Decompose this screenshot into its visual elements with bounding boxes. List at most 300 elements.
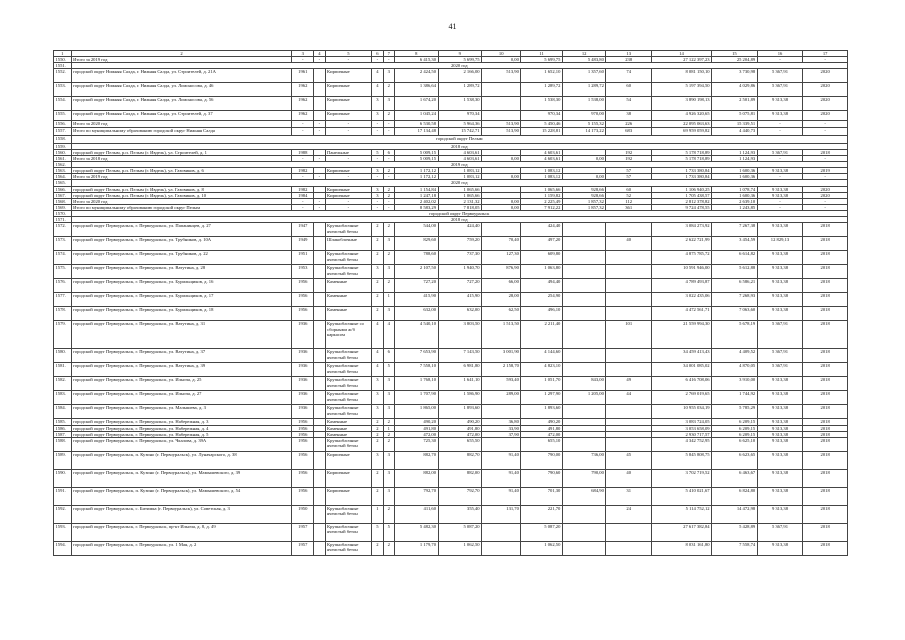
table-cell: 1 289,72	[562, 83, 606, 97]
table-cell: 2019	[803, 168, 848, 174]
table-cell: 7 143,50	[438, 349, 482, 363]
table-cell: 2	[372, 237, 383, 251]
table-cell	[606, 251, 652, 265]
table-cell: 2	[383, 419, 394, 425]
table-cell: 1 247,18	[394, 192, 438, 198]
table-cell: 4	[383, 321, 394, 349]
table-cell: 6 415,30	[394, 57, 438, 63]
table-cell: 1 600,36	[712, 174, 758, 180]
table-cell	[314, 251, 325, 265]
housing-register-table	[53, 50, 848, 556]
address-cell: Итого за 2018 год	[71, 155, 292, 161]
table-cell: -	[757, 57, 803, 63]
table-cell: 2018	[803, 251, 848, 265]
table-cell: 5 367,91	[757, 363, 803, 377]
table-cell: 1 705 438,57	[651, 192, 711, 198]
table-row	[54, 391, 848, 405]
address-cell: городской округ Первоуральск, г. Первоуральск, ул. Чкалова, д. 39А	[71, 437, 292, 451]
address-cell: городской округ Первоуральск, г. Первоуральск, ул. Трубников, д. 10А	[71, 237, 292, 251]
table-cell: Крупноблочные со сборными ж/б каркасом	[325, 321, 372, 349]
table-cell	[482, 83, 521, 97]
table-cell: -	[757, 174, 803, 180]
table-cell: 355,40	[438, 505, 482, 523]
table-cell	[314, 487, 325, 505]
table-cell: 6 463,67	[712, 469, 758, 487]
table-cell: Крупноблочные ячеистый бетон	[325, 363, 372, 377]
table-cell: 1 062,50	[521, 541, 562, 555]
table-cell: 2018	[803, 265, 848, 279]
row-number-cell: 1586.	[54, 425, 72, 431]
table-cell: 60	[606, 186, 652, 192]
table-row	[54, 307, 848, 321]
table-cell: 6 416 708,06	[651, 377, 711, 391]
table-cell	[314, 405, 325, 419]
table-cell: 5 410 021,67	[651, 487, 711, 505]
table-cell: 4 540,10	[394, 321, 438, 349]
table-cell: 2 769 019,65	[651, 391, 711, 405]
table-cell: -	[803, 57, 848, 63]
table-cell	[314, 83, 325, 97]
row-number-cell: 1558.	[54, 135, 72, 143]
table-cell: 91,40	[482, 487, 521, 505]
row-number-cell: 1588.	[54, 437, 72, 451]
table-cell: 192	[606, 149, 652, 155]
table-cell: 1936	[292, 321, 314, 349]
table-cell: Каменные	[325, 293, 372, 307]
address-cell: городской округ Нижняя Салда, г. Нижняя Салда, ул. Строителей, д. 37	[71, 111, 292, 121]
table-cell: 14 472,98	[712, 505, 758, 523]
table-cell: 2 131,32	[438, 198, 482, 204]
table-cell: 4 472 561,71	[651, 307, 711, 321]
table-cell: 1 652,10	[521, 69, 562, 83]
table-cell: 3 910,00	[712, 377, 758, 391]
row-number-cell: 1572.	[54, 223, 72, 237]
table-cell: 4 603,61	[438, 149, 482, 155]
table-cell: 5 482,30	[394, 523, 438, 541]
table-cell	[606, 307, 652, 321]
table-cell: 5 087,20	[521, 523, 562, 541]
table-cell: Крупноблочные ячеистый бетон	[325, 541, 372, 555]
table-cell: 1936	[292, 405, 314, 419]
address-cell: городской округ Первоуральск, п. Кузино (г. Первоуральск), ул. Луначарского, д. 38	[71, 451, 292, 469]
table-cell: 1984	[292, 192, 314, 198]
table-cell: 3	[372, 405, 383, 419]
table-cell: 1 172,12	[394, 168, 438, 174]
table-cell: 2	[383, 279, 394, 293]
table-cell: -	[803, 174, 848, 180]
table-cell: 928,66	[562, 186, 606, 192]
table-cell: 2 225,49	[521, 198, 562, 204]
table-cell: 2020	[803, 83, 848, 97]
table-cell: Крупноблочные ячеистый бетон	[325, 437, 372, 451]
row-number-cell: 1580.	[54, 349, 72, 363]
table-cell	[606, 349, 652, 363]
table-cell: 1950	[292, 505, 314, 523]
table-cell: 3	[383, 451, 394, 469]
table-cell: 683	[606, 127, 652, 135]
row-number-cell: 1592.	[54, 505, 72, 523]
table-cell: 3	[383, 405, 394, 419]
table-cell	[562, 363, 606, 377]
table-cell: 727,20	[438, 279, 482, 293]
table-cell: 490,20	[394, 419, 438, 425]
table-cell	[606, 223, 652, 237]
address-cell: городской округ Первоуральск, г. Первоуральск, ул. Ватутина, д. 39	[71, 363, 292, 377]
table-row	[54, 363, 848, 377]
table-cell: 1936	[292, 377, 314, 391]
table-cell: 9 724 478,55	[651, 204, 711, 210]
table-cell: 1 106 940,25	[651, 186, 711, 192]
table-cell: 3	[372, 97, 383, 111]
table-cell	[314, 523, 325, 541]
table-cell: 2	[372, 307, 383, 321]
table-cell: 27 122 397,23	[651, 57, 711, 63]
table-cell: 4 870,05	[712, 363, 758, 377]
row-number-cell: 1578.	[54, 307, 72, 321]
table-cell: 52	[606, 192, 652, 198]
header-cell: 16	[757, 51, 803, 57]
table-cell: 2018	[803, 451, 848, 469]
row-number-cell: 1591.	[54, 487, 72, 505]
table-cell: 1 065,66	[438, 192, 482, 198]
table-cell: 2018	[803, 363, 848, 377]
table-cell: 9 313,38	[757, 251, 803, 265]
table-cell: 1 357,60	[562, 69, 606, 83]
table-cell: 7 818,05	[438, 204, 482, 210]
table-cell: 4 603,61	[438, 155, 482, 161]
table-cell: 3	[383, 97, 394, 111]
table-cell	[562, 405, 606, 419]
header-cell: 13	[606, 51, 652, 57]
table-cell: -	[314, 57, 325, 63]
table-cell: 5 367,91	[757, 321, 803, 349]
table-cell: 4 603,61	[521, 149, 562, 155]
table-cell: 882,70	[438, 451, 482, 469]
table-cell	[562, 321, 606, 349]
table-cell: -	[292, 174, 314, 180]
table-cell: 9 313,38	[757, 97, 803, 111]
header-cell: 8	[394, 51, 438, 57]
table-cell	[562, 349, 606, 363]
address-cell: городской округ Первоуральск, г. Первоуральск, ул. Папанинцев, д. 27	[71, 223, 292, 237]
table-cell: -	[292, 198, 314, 204]
table-cell: 1949	[292, 237, 314, 251]
table-cell: 655,10	[521, 437, 562, 451]
table-cell	[314, 69, 325, 83]
address-cell: городской округ Первоуральск, г. Первоуральск, ул. Бурильщиков, д. 18	[71, 307, 292, 321]
table-cell: 1 857,32	[562, 198, 606, 204]
table-cell: 1962	[292, 97, 314, 111]
table-cell: 1 051,70	[521, 377, 562, 391]
table-cell: 1 865,00	[394, 405, 438, 419]
table-cell: 2	[383, 541, 394, 555]
table-cell: 792,70	[438, 487, 482, 505]
table-cell: 15 228,81	[521, 127, 562, 135]
table-cell: 2020	[803, 111, 848, 121]
table-cell: 1 744,92	[712, 391, 758, 405]
table-cell: 4	[372, 321, 383, 349]
row-number-cell: 1563.	[54, 168, 72, 174]
table-cell: 2	[383, 437, 394, 451]
table-cell: 1 124,93	[712, 149, 758, 155]
table-cell: 2	[372, 541, 383, 555]
table-cell: 4 029,86	[712, 83, 758, 97]
table-cell: 60	[606, 83, 652, 97]
table-cell: 9 313,38	[757, 391, 803, 405]
address-cell: городской округ Пелым, р.п. Пелым (г. Ивдель), ул. Газовиков, д. 10	[71, 192, 292, 198]
table-cell: 127,30	[482, 251, 521, 265]
table-cell: -	[372, 174, 383, 180]
table-cell: 5 367,91	[757, 149, 803, 155]
table-cell: -	[292, 127, 314, 135]
table-cell: Каменные	[325, 279, 372, 293]
table-cell: -	[314, 204, 325, 210]
table-cell: 790,60	[521, 469, 562, 487]
table-cell: 5 114 752,12	[651, 505, 711, 523]
table-cell: 2018	[803, 469, 848, 487]
table-cell: 2018	[803, 437, 848, 451]
row-number-cell: 1576.	[54, 279, 72, 293]
row-number-cell: 1579.	[54, 321, 72, 349]
table-cell: 2 402,02	[394, 198, 438, 204]
table-cell: 737,30	[438, 251, 482, 265]
table-cell: 3	[383, 69, 394, 83]
table-cell: 701,30	[521, 487, 562, 505]
table-cell	[606, 541, 652, 555]
table-cell: 609,80	[521, 251, 562, 265]
table-cell: 70,40	[482, 237, 521, 251]
table-cell	[606, 265, 652, 279]
table-cell: 792,70	[394, 487, 438, 505]
table-cell: Кирпичные	[325, 168, 372, 174]
table-cell: 5 964,36	[438, 121, 482, 127]
table-cell: 5 087,20	[438, 523, 482, 541]
table-cell: 1 538,00	[562, 97, 606, 111]
table-cell: 14 173,22	[562, 127, 606, 135]
table-cell: 9 313,38	[757, 505, 803, 523]
table-row	[54, 135, 848, 143]
table-row	[54, 265, 848, 279]
table-cell: 2	[383, 168, 394, 174]
table-cell: 5 678,19	[712, 321, 758, 349]
table-cell: 4	[372, 349, 383, 363]
table-cell: 33,90	[482, 425, 521, 431]
table-cell: 4	[372, 69, 383, 83]
row-number-cell: 1557.	[54, 127, 72, 135]
table-cell: 17 134,48	[394, 127, 438, 135]
table-cell: 2018	[803, 349, 848, 363]
table-cell: 2	[383, 251, 394, 265]
table-cell: Шлакоблочные	[325, 237, 372, 251]
table-cell	[562, 279, 606, 293]
row-number-cell: 1589.	[54, 451, 72, 469]
table-cell: 5 009,15	[394, 149, 438, 155]
address-cell: Итого за 2020 год	[71, 198, 292, 204]
table-cell: 1951	[292, 251, 314, 265]
table-cell: 5 612,88	[712, 265, 758, 279]
table-cell: -	[803, 155, 848, 161]
table-cell: 4 144,60	[521, 349, 562, 363]
table-cell: 3 702 719,52	[651, 469, 711, 487]
table-cell: 4	[372, 363, 383, 377]
table-cell: 2	[383, 111, 394, 121]
table-cell	[482, 405, 521, 419]
table-cell	[482, 437, 521, 451]
table-cell: 1 289,72	[521, 83, 562, 97]
table-cell: 2018	[803, 321, 848, 349]
table-cell: 1 289,72	[438, 83, 482, 97]
table-cell: 424,40	[438, 223, 482, 237]
table-row	[54, 505, 848, 523]
table-cell: 24	[606, 505, 652, 523]
table-cell: 40	[606, 469, 652, 487]
table-cell: 9 313,38	[757, 541, 803, 555]
table-cell: -	[803, 127, 848, 135]
table-cell: 3	[372, 168, 383, 174]
table-cell: 226	[606, 121, 652, 127]
address-cell: городской округ Пелым, р.п. Пелым (г. Ивдель), ул. Газовиков, д. 8	[71, 186, 292, 192]
table-cell: Кирпичные	[325, 83, 372, 97]
address-cell: городской округ Первоуральск, г. Первоуральск, ул. Ильича, д. 27	[71, 391, 292, 405]
table-cell: 593,40	[482, 377, 521, 391]
row-number-cell: 1583.	[54, 391, 72, 405]
table-cell: 9 313,38	[757, 293, 803, 307]
table-cell: 1 857,32	[562, 204, 606, 210]
table-cell: 2	[372, 419, 383, 425]
table-cell: 544,00	[394, 223, 438, 237]
table-cell: -	[383, 121, 394, 127]
table-cell: 2018	[803, 419, 848, 425]
table-cell: 928,66	[562, 192, 606, 198]
row-number-cell: 1571.	[54, 217, 72, 223]
table-cell: 1 045,24	[394, 111, 438, 121]
table-cell: 3 001,90	[482, 349, 521, 363]
table-cell: 1988	[292, 149, 314, 155]
table-cell: 6 625,10	[712, 437, 758, 451]
section-heading-cell: 2020 год	[71, 63, 847, 69]
table-cell: 0,00	[482, 204, 521, 210]
address-cell: Итого за 2020 год	[71, 121, 292, 127]
table-cell: 1956	[292, 293, 314, 307]
table-cell	[606, 405, 652, 419]
table-cell: 491,80	[438, 425, 482, 431]
table-cell: -	[314, 155, 325, 161]
table-cell: 69 959 059,82	[651, 127, 711, 135]
table-cell: 1 065,66	[438, 186, 482, 192]
address-cell: городской округ Первоуральск, г. Первоуральск, ул. Ватутина, д. 31	[71, 321, 292, 349]
row-number-cell: 1585.	[54, 419, 72, 425]
table-cell: 57	[606, 168, 652, 174]
table-cell: Кирпичные	[325, 97, 372, 111]
table-cell: 289,00	[482, 391, 521, 405]
row-number-cell: 1566.	[54, 186, 72, 192]
table-cell: 1 062,50	[438, 541, 482, 555]
header-cell: 15	[712, 51, 758, 57]
table-cell: 2020	[803, 192, 848, 198]
table-cell: Каменные	[325, 419, 372, 425]
table-cell: 2020	[803, 186, 848, 192]
table-cell: 2	[383, 223, 394, 237]
table-row	[54, 541, 848, 555]
table-cell: -	[325, 174, 372, 180]
table-cell: 1 159,82	[521, 192, 562, 198]
table-cell: 2	[383, 431, 394, 437]
row-number-cell: 1560.	[54, 149, 72, 155]
table-cell: 10 955 034,19	[651, 405, 711, 419]
table-cell	[314, 293, 325, 307]
table-cell: 1 768,10	[394, 377, 438, 391]
table-cell: 632,00	[438, 307, 482, 321]
table-cell: 37,90	[482, 431, 521, 437]
table-cell: 9 313,38	[757, 168, 803, 174]
table-cell: -	[314, 198, 325, 204]
address-cell: городской округ Пелым, р.п. Пелым (г. Ивдель), ул. Строителей, д. 1	[71, 149, 292, 155]
table-cell: 472,00	[521, 431, 562, 437]
table-cell: 2018	[803, 391, 848, 405]
table-cell: 5 367,91	[757, 349, 803, 363]
table-cell: 2018	[803, 377, 848, 391]
table-cell	[562, 541, 606, 555]
table-cell: 3	[372, 391, 383, 405]
table-cell: -	[372, 204, 383, 210]
table-cell: 15 742,71	[438, 127, 482, 135]
table-cell: 2	[372, 279, 383, 293]
table-cell: -	[372, 121, 383, 127]
table-cell: 5 155,32	[562, 121, 606, 127]
table-cell: 8 031 161,80	[651, 541, 711, 555]
address-cell: городской округ Первоуральск, п. Кузино (г. Первоуральск), ул. Мамышевского, д. 54	[71, 487, 292, 505]
table-cell	[562, 265, 606, 279]
header-cell: 10	[482, 51, 521, 57]
row-number-cell: 1565.	[54, 180, 72, 186]
table-cell: 2020	[803, 69, 848, 83]
table-cell: 9 313,38	[757, 425, 803, 431]
table-cell: -	[314, 174, 325, 180]
table-cell: -	[325, 204, 372, 210]
address-cell: городской округ Нижняя Салда, г. Нижняя Салда, ул. Ломоносова, д. 56	[71, 97, 292, 111]
table-cell: 9 313,38	[757, 186, 803, 192]
table-cell	[314, 321, 325, 349]
table-cell: 9 313,38	[757, 469, 803, 487]
table-cell: 5 699,75	[521, 57, 562, 63]
table-cell: Крупноблочные ячеистый бетон	[325, 391, 372, 405]
table-cell: 5 197 394,50	[651, 83, 711, 97]
table-cell: 2 107,50	[394, 265, 438, 279]
table-cell: 3 730,98	[712, 69, 758, 83]
table-cell: 424,40	[521, 223, 562, 237]
table-cell: 5 178 718,89	[651, 155, 711, 161]
table-cell: -	[372, 198, 383, 204]
table-cell: 7 558,74	[712, 541, 758, 555]
table-cell: 1	[383, 425, 394, 431]
table-cell: 2 812 378,82	[651, 198, 711, 204]
table-cell	[314, 279, 325, 293]
page-number: 41	[448, 22, 457, 31]
table-cell: Кирпичные	[325, 192, 372, 198]
table-cell: 5 699,75	[438, 57, 482, 63]
table-cell: 9 313,38	[757, 111, 803, 121]
table-cell: -	[292, 57, 314, 63]
table-cell: 491,80	[521, 425, 562, 431]
address-cell: городской округ Первоуральск, г. Первоуральск, ул. Набережная, д. 5	[71, 431, 292, 437]
table-cell: 2	[372, 437, 383, 451]
table-cell: -	[803, 198, 848, 204]
table-cell	[314, 349, 325, 363]
table-cell: 2	[383, 186, 394, 192]
table-cell: 8 081 150,10	[651, 69, 711, 83]
row-number-cell: 1570.	[54, 211, 72, 217]
table-cell: 736,00	[562, 451, 606, 469]
